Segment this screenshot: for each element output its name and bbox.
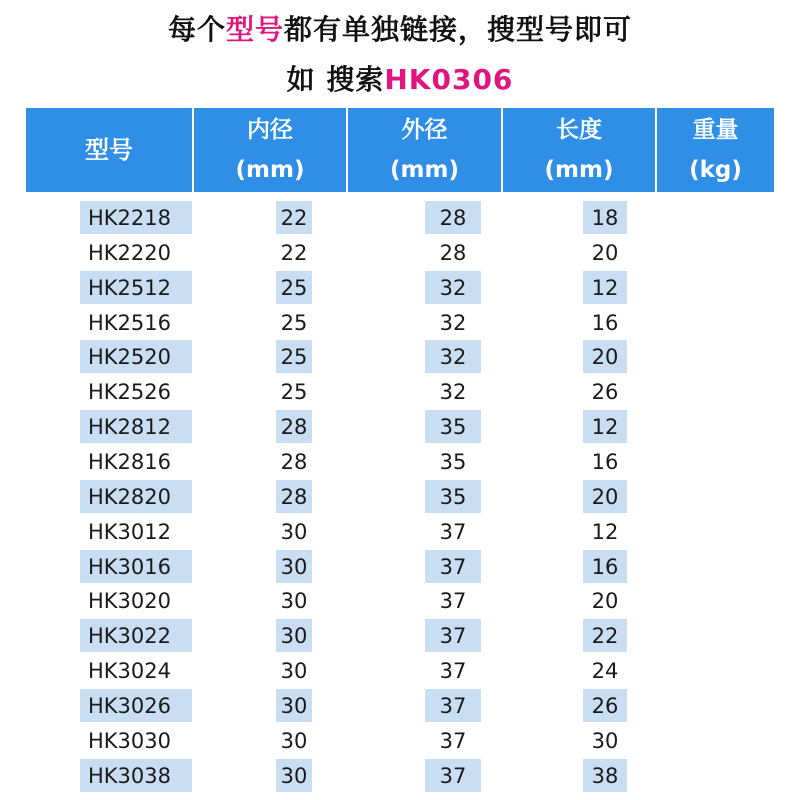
- table-row: [0, 271, 800, 305]
- table-row: [0, 654, 800, 688]
- outer-diameter-cell: 37: [425, 759, 481, 792]
- inner-diameter-cell: 25: [280, 310, 308, 335]
- length-cell: 20: [591, 240, 619, 265]
- inner-diameter-cell: 28: [276, 410, 312, 443]
- inner-diameter-cell: 30: [276, 759, 312, 792]
- outer-diameter-cell: 35: [425, 480, 481, 513]
- length-cell: 16: [591, 310, 619, 335]
- header-weight-unit: (kg): [689, 157, 742, 183]
- model-cell: HK2520: [80, 340, 192, 373]
- inner-diameter-cell: 28: [276, 480, 312, 513]
- inner-diameter-cell: 30: [276, 619, 312, 652]
- inner-diameter-cell: 22: [276, 201, 312, 234]
- length-cell: 18: [583, 201, 627, 234]
- inner-diameter-cell: 30: [276, 689, 312, 722]
- length-cell: 20: [591, 588, 619, 613]
- outer-diameter-cell: 37: [425, 689, 481, 722]
- table-row: [0, 584, 800, 618]
- length-cell: 38: [583, 759, 627, 792]
- table-row: [0, 445, 800, 479]
- table-row: [0, 201, 800, 235]
- outer-diameter-cell: 32: [439, 379, 467, 404]
- table-row: [0, 515, 800, 549]
- header-inner-title: 内径: [247, 117, 293, 143]
- length-cell: 16: [591, 449, 619, 474]
- outer-diameter-cell: 28: [425, 201, 481, 234]
- inner-diameter-cell: 25: [276, 340, 312, 373]
- outer-diameter-cell: 37: [439, 519, 467, 544]
- inner-diameter-cell: 30: [280, 519, 308, 544]
- model-cell: HK2218: [80, 201, 192, 234]
- inner-diameter-cell: 25: [280, 379, 308, 404]
- length-cell: 12: [583, 410, 627, 443]
- table-row: [0, 550, 800, 584]
- model-cell: HK2526: [88, 379, 172, 404]
- table-row: [0, 340, 800, 374]
- model-cell: HK2812: [80, 410, 192, 443]
- inner-diameter-cell: 28: [280, 449, 308, 474]
- outer-diameter-cell: 35: [425, 410, 481, 443]
- inner-diameter-cell: 30: [280, 588, 308, 613]
- model-cell: HK3030: [88, 728, 172, 753]
- length-cell: 16: [583, 550, 627, 583]
- length-cell: 22: [583, 619, 627, 652]
- header-model-title: 型号: [85, 136, 133, 164]
- header-length-title: 长度: [556, 117, 602, 143]
- header-length-unit: (mm): [544, 157, 614, 183]
- outer-diameter-cell: 35: [439, 449, 467, 474]
- banner-line-2-pre: 如 搜索: [286, 63, 385, 96]
- inner-diameter-cell: 22: [280, 240, 308, 265]
- model-cell: HK3024: [88, 658, 172, 683]
- outer-diameter-cell: 37: [439, 658, 467, 683]
- length-cell: 26: [591, 379, 619, 404]
- length-cell: 20: [583, 480, 627, 513]
- banner-line-2-highlight: HK0306: [384, 63, 514, 96]
- model-cell: HK3022: [80, 619, 192, 652]
- outer-diameter-cell: 37: [425, 550, 481, 583]
- table-row: [0, 375, 800, 409]
- table-row: [0, 689, 800, 723]
- outer-diameter-cell: 32: [425, 340, 481, 373]
- model-cell: HK3026: [80, 689, 192, 722]
- header-weight-title: 重量: [692, 117, 739, 143]
- table-row: [0, 724, 800, 758]
- header-inner-unit: (mm): [235, 157, 305, 183]
- table-row: [0, 306, 800, 340]
- inner-diameter-cell: 30: [276, 550, 312, 583]
- banner-line-1-post: 都有单独链接，搜型号即可: [284, 13, 633, 46]
- length-cell: 12: [591, 519, 619, 544]
- length-cell: 24: [591, 658, 619, 683]
- outer-diameter-cell: 32: [425, 271, 481, 304]
- table-row: [0, 759, 800, 793]
- model-cell: HK2220: [88, 240, 172, 265]
- length-cell: 30: [591, 728, 619, 753]
- model-cell: HK3016: [80, 550, 192, 583]
- table-row: [0, 236, 800, 270]
- length-cell: 20: [583, 340, 627, 373]
- model-cell: HK3012: [88, 519, 172, 544]
- length-cell: 26: [583, 689, 627, 722]
- table-row: [0, 410, 800, 444]
- inner-diameter-cell: 25: [276, 271, 312, 304]
- header-outer-unit: (mm): [390, 157, 459, 183]
- model-cell: HK2816: [88, 449, 172, 474]
- model-cell: HK3020: [88, 588, 172, 613]
- model-cell: HK2512: [80, 271, 192, 304]
- table-row: [0, 480, 800, 514]
- inner-diameter-cell: 30: [280, 658, 308, 683]
- model-cell: HK2820: [80, 480, 192, 513]
- model-cell: HK2516: [88, 310, 172, 335]
- model-cell: HK3038: [80, 759, 192, 792]
- outer-diameter-cell: 37: [439, 728, 467, 753]
- outer-diameter-cell: 37: [425, 619, 481, 652]
- outer-diameter-cell: 37: [439, 588, 467, 613]
- banner-line-1-highlight: 型号: [225, 13, 284, 46]
- outer-diameter-cell: 32: [439, 310, 467, 335]
- banner-line-1-pre: 每个: [167, 13, 226, 46]
- header-outer-title: 外径: [401, 117, 448, 143]
- table-row: [0, 619, 800, 653]
- inner-diameter-cell: 30: [280, 728, 308, 753]
- length-cell: 12: [583, 271, 627, 304]
- outer-diameter-cell: 28: [439, 240, 467, 265]
